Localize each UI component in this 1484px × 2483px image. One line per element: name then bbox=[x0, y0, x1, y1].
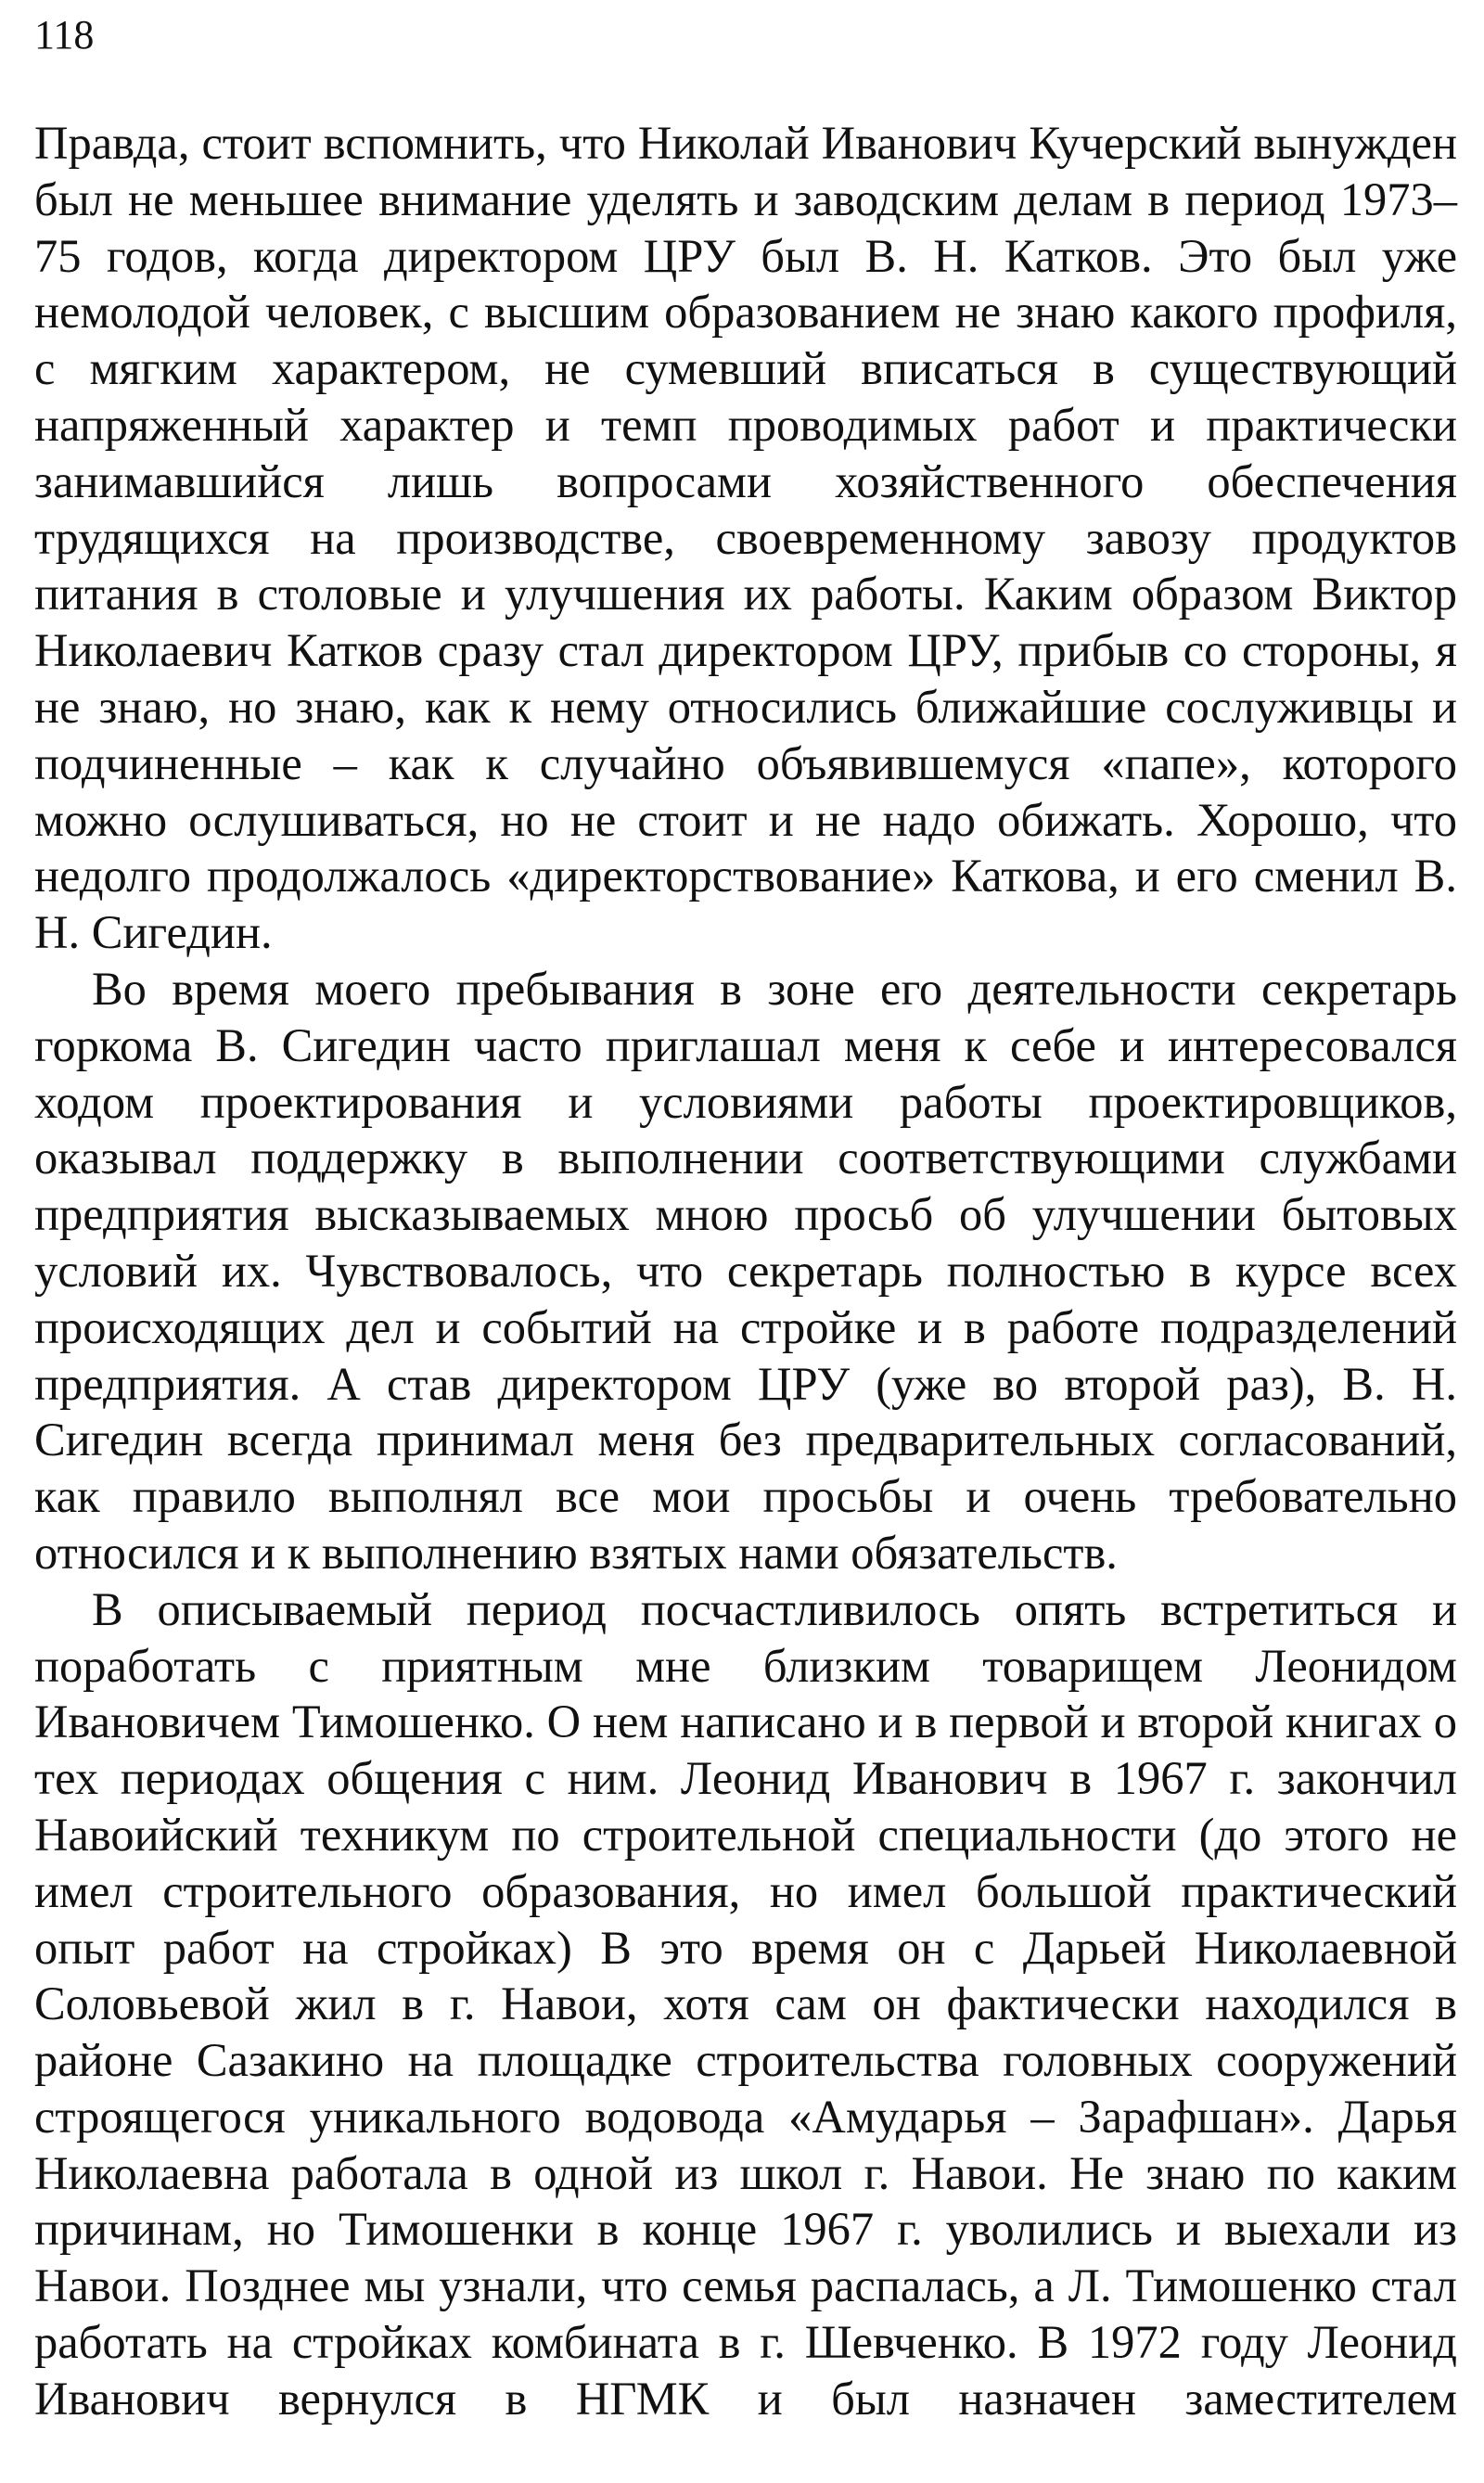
paragraph-3: В описываемый период посчастливилось опять встретиться и поработать с приятным мне близким товарищем Леонидом Ивановичем Тимошенко. О нем написано и в первой и второй книгах о тех периодах общения с ним. Леонид Иванович в 1967 г. закончил Навоийский техникум по строительной специальности (до этого не имел строительного образования, но имел большой практический опыт работ на стройках) В это время он с Дарьей Николаевной Соловьевой жил в г. Навои, хотя сам он фактически находился в районе Сазакино на площадке строительства головных сооружений строящегося уникального водовода «Амударья – Зарафшан». Дарья Николаевна работала в одной из школ г. Навои. Не знаю по каким причинам, но Тимошенки в конце 1967 г. уволились и выехали из Навои. Позднее мы узнали, что семья распалась, а Л. Тимошенко стал работать на стройках комбината в г. Шевченко. В 1972 году Леонид Иванович вернулся в НГМК и был назначен заместителем bbox=[34, 1582, 1457, 2425]
page-number: 118 bbox=[34, 12, 95, 58]
body-text bbox=[34, 115, 1457, 2427]
paragraph-2: Во время моего пребывания в зоне его деятельности секретарь горкома В. Сигедин часто приглашал меня к себе и интересовался ходом проектирования и условиями работы проектировщиков, оказывал поддержку в выполнении соответствующими службами предприятия высказываемых мною просьб об улучшении бытовых условий их. Чувствовалось, что секретарь полностью в курсе всех происходящих дел и событий на стройке и в работе подразделений предприятия. А став директором ЦРУ (уже во второй раз), В. Н. Сигедин всегда принимал меня без предварительных согласований, как правило выполнял все мои просьбы и очень требовательно относился и к выполнению взятых нами обязательств. bbox=[34, 962, 1457, 1579]
paragraph-1: Правда, стоит вспомнить, что Николай Иванович Кучерский вынужден был не меньшее внимание уделять и заводским делам в период 1973–75 годов, когда директором ЦРУ был В. Н. Катков. Это был уже немолодой человек, с высшим образованием не знаю какого профиля, с мягким характером, не сумевший вписаться в существующий напряженный характер и темп проводимых работ и практически занимавшийся лишь вопросами хозяйственного обеспечения трудящихся на производстве, своевременному завозу продуктов питания в столовые и улучшения их работы. Каким образом Виктор Николаевич Катков сразу стал директором ЦРУ, прибыв со стороны, я не знаю, но знаю, как к нему относились ближайшие сослуживцы и подчиненные – как к случайно объявившемуся «папе», которого можно ослушиваться, но не стоит и не надо обижать. Хорошо, что недолго продолжалось «директорствование» Каткова, и его сменил В. Н. Сигедин. bbox=[34, 117, 1457, 959]
